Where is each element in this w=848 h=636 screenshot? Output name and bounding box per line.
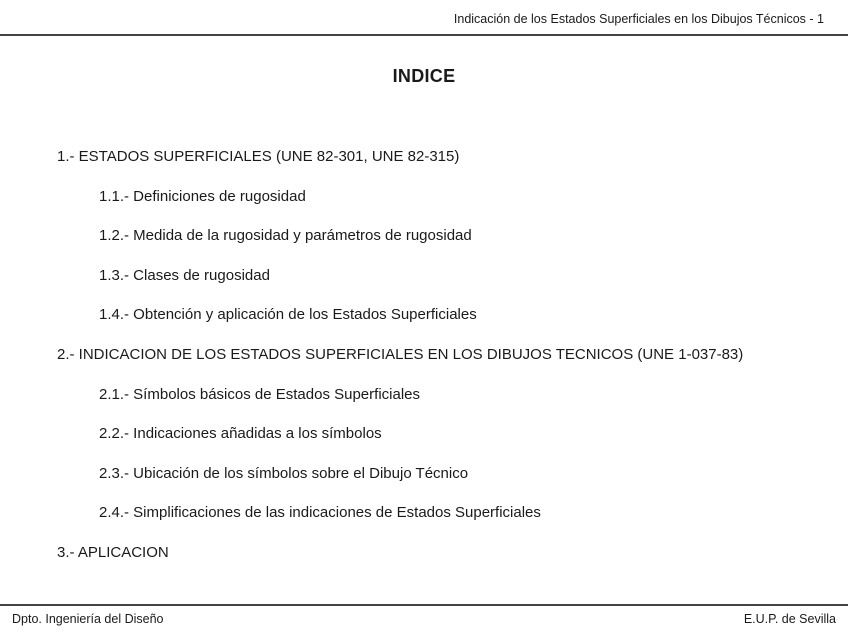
toc-subsection-1-1: 1.1.- Definiciones de rugosidad (99, 187, 306, 205)
footer-divider (0, 604, 848, 606)
table-of-contents (0, 146, 848, 582)
toc-section-1: 1.- ESTADOS SUPERFICIALES (UNE 82-301, UNE 82-315) (57, 148, 460, 165)
toc-subsection-2-1: 2.1.- Símbolos básicos de Estados Superficiales (99, 385, 420, 403)
running-header: Indicación de los Estados Superficiales en los Dibujos Técnicos - 1 (453, 12, 824, 26)
toc-subsection-1-3: 1.3.- Clases de rugosidad (99, 266, 270, 284)
toc-subsection-2-3: 2.3.- Ubicación de los símbolos sobre el Dibujo Técnico (99, 464, 469, 482)
header-divider (0, 34, 848, 36)
footer-school: E.U.P. de Sevilla (743, 612, 836, 626)
toc-subsection-2-2: 2.2.- Indicaciones añadidas a los símbolos (99, 425, 382, 443)
footer-department: Dpto. Ingeniería del Diseño (12, 612, 164, 626)
toc-subsection-1-4: 1.4.- Obtención y aplicación de los Estados Superficiales (99, 306, 477, 324)
page-title: INDICE (392, 66, 456, 86)
toc-section-3: 3.- APLICACION (57, 543, 169, 561)
toc-subsection-2-4: 2.4.- Simplificaciones de las indicaciones de Estados Superficiales (99, 504, 541, 522)
toc-section-2: 2.- INDICACION DE LOS ESTADOS SUPERFICIALES EN LOS DIBUJOS TECNICOS (UNE 1-037-83) (57, 345, 744, 363)
toc-subsection-1-2: 1.2.- Medida de la rugosidad y parámetros de rugosidad (99, 227, 472, 245)
